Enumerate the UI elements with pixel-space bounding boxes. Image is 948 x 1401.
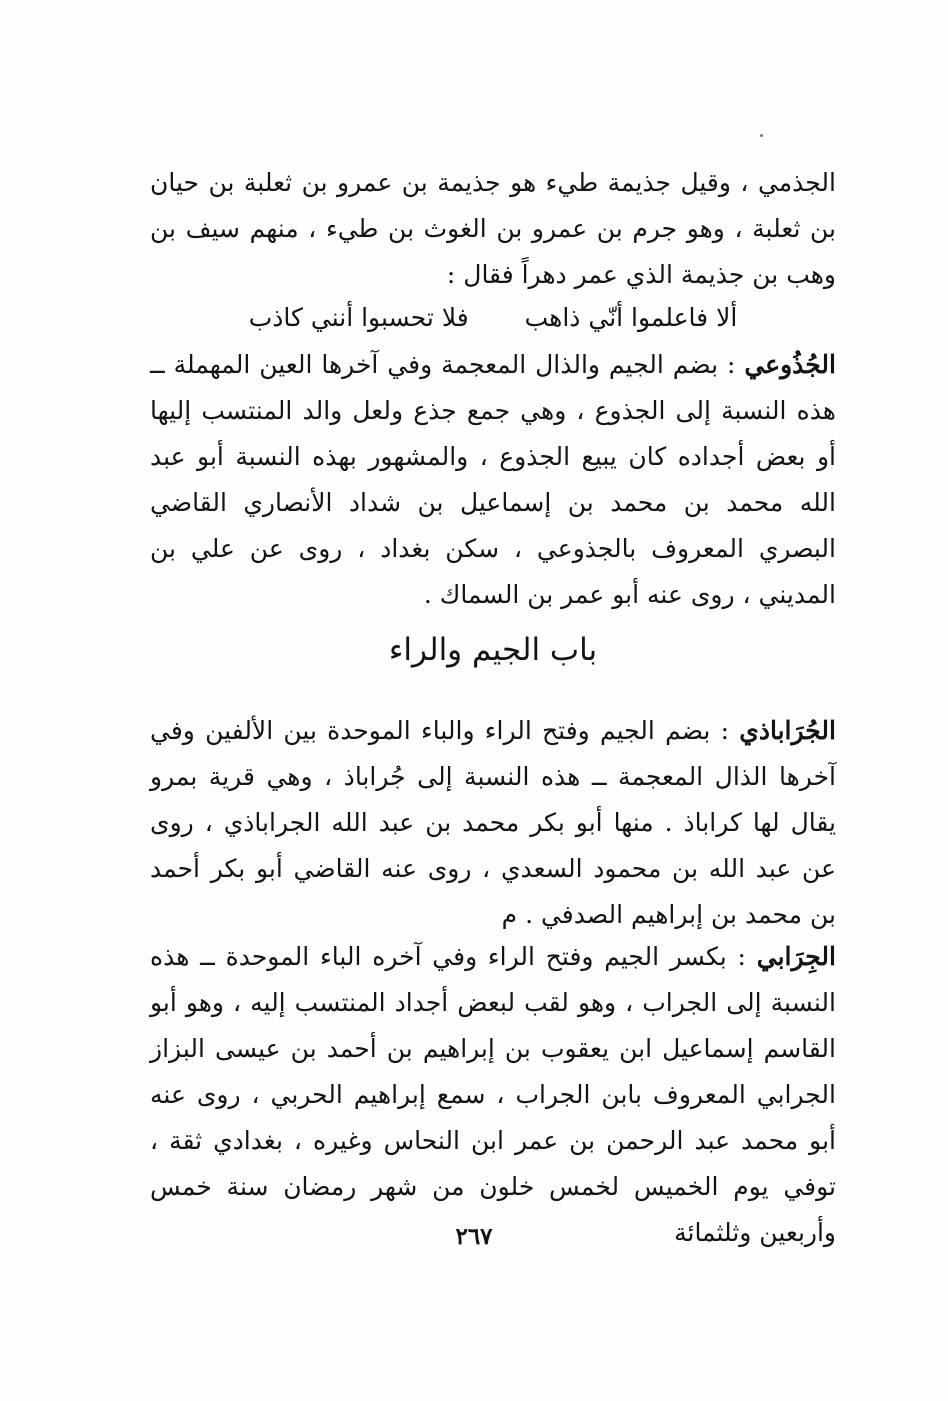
poetry-verse	[150, 295, 836, 341]
verse-first-hemistich: ألا فاعلموا أنّي ذاهب	[524, 303, 738, 332]
entry-text: : بضم الجيم والذال المعجمة وفي آخرها العين المهملة ــ هذه النسبة إلى الجذوع ، وهي جمع جذع ولعل والد المنتسب إليها أو بعض أجداده كان يبيع الجذوع ، والمشهور بهذه النسبة أبو عبد الله محمد بن محمد بن إسماعيل بن شداد الأنصاري القاضي البصري المعروف بالجذوعي ، سكن بغداد ، روى عن علي بن المديني ، روى عنه أبو عمر بن السماك .	[150, 350, 836, 609]
entry-term: الجُذُوعي	[744, 350, 836, 379]
print-speck	[760, 134, 763, 137]
entry-jirabi	[150, 934, 836, 1256]
entry-judhui	[150, 342, 836, 618]
chapter-heading: باب الجيم والراء	[388, 632, 598, 668]
entry-term: الجُرَاباذي	[739, 716, 836, 745]
entry-text: : بضم الجيم وفتح الراء والباء الموحدة بين الألفين وفي آخرها الذال المعجمة ــ هذه النسبة إلى جُراباذ ، وهي قرية بمرو يقال لها كراباذ . منها أبو بكر محمد بن عبد الله الجراباذي ، روى عن عبد الله بن محمود السعدي ، روى عنه القاضي أبو بكر أحمد بن محمد بن إبراهيم الصدفي . م	[150, 716, 836, 929]
entry-term: الجِرَابي	[756, 942, 836, 971]
intro-paragraph	[150, 160, 836, 298]
verse-second-hemistich: فلا تحسبوا أنني كاذب	[248, 303, 469, 332]
entry-text: : بكسر الجيم وفتح الراء وفي آخره الباء الموحدة ــ هذه النسبة إلى الجراب ، وهو لقب لبعض أجداد المنتسب إليه ، وهو أبو القاسم إسماعيل ابن يعقوب بن إبراهيم بن أحمد بن عيسى البزاز الجرابي المعروف بابن الجراب ، سمع إبراهيم الحربي ، روى عنه أبو محمد عبد الرحمن بن عمر ابن النحاس وغيره ، بغدادي ثقة ، توفي يوم الخميس لخمس خلون من شهر رمضان سنة خمس وأربعين وثلثمائة	[150, 942, 836, 1247]
entry-jurabadhi	[150, 708, 836, 938]
intro-text: الجذمي ، وقيل جذيمة طيء هو جذيمة بن عمرو بن ثعلبة بن حيان بن ثعلبة ، وهو جرم بن عمرو بن الغوث بن طيء ، منهم سيف بن وهب بن جذيمة الذي عمر دهراً فقال :	[150, 168, 836, 289]
page-number: ٢٦٧	[455, 1223, 493, 1250]
